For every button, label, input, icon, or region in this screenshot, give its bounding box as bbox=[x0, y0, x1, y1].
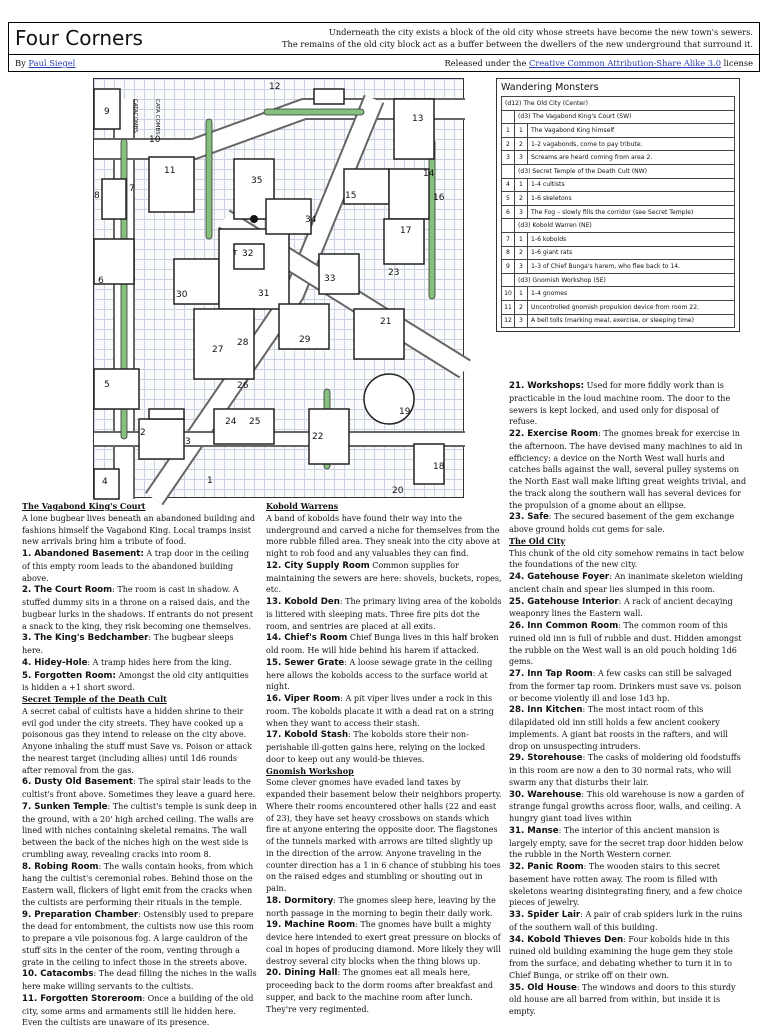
wm-d3-cell: 2 bbox=[515, 246, 528, 260]
wandering-monsters-table bbox=[501, 96, 735, 328]
tag-catacombs-1: CATACOMBS bbox=[132, 99, 138, 133]
entry-text: : The bugbear sleeps here. bbox=[22, 633, 234, 655]
room-entry bbox=[509, 620, 747, 668]
wm-row bbox=[502, 232, 735, 246]
wm-row bbox=[502, 314, 735, 328]
room-label-24: 24 bbox=[225, 417, 237, 427]
room-entry-title: 26. Inn Common Room bbox=[509, 621, 619, 631]
wm-d12-cell: 10 bbox=[502, 287, 515, 301]
entry-text: : The cultist's temple is sunk deep in the ground, with a 20' high arched ceiling. The walls are lined with niches containing skeletal remains. The wall between the back of the niches high on the west side is crumbling away, revealing cracks into room 8. bbox=[22, 801, 257, 859]
entry-text: : The kobolds store their non-perishable ill-gotten gains here, relying on the locked door to keep out any would-be thieves. bbox=[266, 730, 486, 764]
room-entry bbox=[509, 861, 747, 909]
entry-text: : The most intact room of this dilapidated old inn still holds a few ancient cookery implements. A giant bat roosts in the rafters, and will drop on unsuspecting intruders. bbox=[509, 705, 728, 751]
room-label-30: 30 bbox=[176, 290, 188, 300]
entry-text: : Ostensibly used to prepare the dead for entombment, the cultists now use this room to prepare a vile poisonous fog. A large cauldron of the stuff sits in the center of the room, venting through a grate in the ceiling to infect those in the streets above. bbox=[22, 909, 254, 967]
wm-d3-cell: 3 bbox=[515, 260, 528, 274]
section-intro bbox=[509, 548, 747, 572]
room-entry bbox=[22, 548, 257, 584]
wm-subheading-cell: (d3) Gnomish Workshop (SE) bbox=[515, 273, 735, 287]
wm-d12-cell: 11 bbox=[502, 300, 515, 314]
license-line bbox=[445, 58, 753, 68]
room-entry bbox=[509, 668, 747, 704]
wm-d12-cell: 12 bbox=[502, 314, 515, 328]
room-entry bbox=[509, 704, 747, 752]
room-entry-title: 30. Warehouse bbox=[509, 789, 582, 800]
entry-text: : The spiral stair leads to the cultist's front above. Sometimes they leave a guard here. bbox=[22, 777, 256, 799]
entry-text: : The common room of this ruined old inn is full of rubble and dust. Hidden amongst the rubble on the West wall is an old pouch holding 1d6 gems. bbox=[509, 621, 742, 667]
wandering-monsters-panel bbox=[496, 78, 740, 332]
wm-row bbox=[502, 219, 735, 233]
room-entry-title: 13. Kobold Den bbox=[266, 597, 340, 607]
room-label-16: 16 bbox=[433, 193, 445, 203]
room-label-18: 18 bbox=[433, 462, 445, 472]
room-label-25: 25 bbox=[249, 417, 261, 427]
entry-text: Common supplies for maintaining the sewers are here: shovels, buckets, ropes, etc. bbox=[266, 560, 502, 595]
room-entry bbox=[266, 895, 502, 920]
wm-d12-cell: 7 bbox=[502, 232, 515, 246]
room-entry-title: 1. Abandoned Basement: bbox=[22, 549, 144, 559]
room-entry-title: 22. Exercise Room bbox=[509, 429, 599, 439]
room-label-4: 4 bbox=[102, 477, 108, 487]
room-entry bbox=[509, 789, 747, 825]
column-2 bbox=[266, 501, 502, 1019]
intro-line-1: Underneath the city exists a block of the old city whose streets have become the new town's sewers. bbox=[328, 27, 753, 37]
room-entry-title: 5. Forgotten Room: bbox=[22, 670, 116, 681]
entry-text: : The gnomes eat all meals here, proceeding back to the dorm rooms after breakfast and supper, and back to the machine room after lunch. They're very regimented. bbox=[266, 968, 494, 1014]
room-entry-title: 17. Kobold Stash bbox=[266, 730, 349, 741]
room-label-5: 5 bbox=[104, 380, 110, 390]
wm-d3-cell: 3 bbox=[515, 151, 528, 165]
wm-result-cell: Uncontrolled gnomish propulsion device from room 22. bbox=[528, 300, 735, 314]
room-label-26: 26 bbox=[237, 381, 249, 391]
room-entry bbox=[22, 993, 257, 1029]
room-entry-title: 15. Sewer Grate bbox=[266, 657, 345, 668]
room-entry bbox=[509, 909, 747, 934]
room-label-14: 14 bbox=[423, 169, 435, 179]
wm-result-cell: 1-6 skeletons bbox=[528, 192, 735, 206]
license-link[interactable]: Creative Common Attribution-Share Alike 3.0 bbox=[529, 58, 721, 68]
room-entry bbox=[509, 511, 747, 536]
wm-result-cell: Screams are heard coming from area 2. bbox=[528, 151, 735, 165]
dungeon-map bbox=[93, 78, 464, 498]
room-entry-title: 10. Catacombs bbox=[22, 969, 94, 980]
room-label-34: 34 bbox=[305, 215, 317, 225]
byline bbox=[15, 58, 75, 68]
header-divider bbox=[9, 54, 759, 55]
room-label-8: 8 bbox=[94, 191, 100, 201]
wm-result-cell: 1-3 of Chief Bunga's harem, who flee back to 14. bbox=[528, 260, 735, 274]
room-entry-title: 29. Storehouse bbox=[509, 753, 583, 764]
room-label-17: 17 bbox=[400, 226, 412, 236]
room-entry-title: 32. Panic Room bbox=[509, 862, 584, 872]
wm-result-cell: The Fog – slowly fills the corridor (see Secret Temple) bbox=[528, 205, 735, 219]
room-entry bbox=[22, 776, 257, 801]
section-intro bbox=[266, 777, 502, 895]
room-entry bbox=[22, 632, 257, 657]
room-entry-title: 8. Robing Room bbox=[22, 861, 99, 872]
wm-result-cell: The Vagabond King himself bbox=[528, 124, 735, 138]
wm-row bbox=[502, 124, 735, 138]
room-entry-title: 18. Dormitory bbox=[266, 895, 334, 906]
room-label-20: 20 bbox=[392, 486, 404, 496]
room-label-35: 35 bbox=[251, 176, 263, 186]
room-entry-title: 34. Kobold Thieves Den bbox=[509, 934, 624, 945]
wm-result-cell: 1-4 cultists bbox=[528, 178, 735, 192]
wm-result-cell: 1-6 kobolds bbox=[528, 232, 735, 246]
room-entry bbox=[266, 693, 502, 729]
column-1 bbox=[22, 501, 257, 1028]
wm-row bbox=[502, 97, 735, 111]
wm-result-cell: A bell tolls (marking meal, exercise, or sleeping time) bbox=[528, 314, 735, 328]
room-entry-title: 27. Inn Tap Room bbox=[509, 669, 593, 679]
room-label-10: 10 bbox=[149, 135, 161, 145]
entry-text: : The room is cast in shadow. A stuffed dummy sits in a throne on a raised dais, and the bugbear lurks in the shadows. If entrants do not present a snack to the king, they risk becoming one themselves. bbox=[22, 585, 254, 631]
intro-line-2: The remains of the old city block act as a buffer between the dwellers of the new underground that surround it. bbox=[282, 39, 753, 49]
entry-text: A lone bugbear lives beneath an abandoned building and fashions himself the Vagabond King. Local tramps insist new arrivals bring him a tribute of food. bbox=[22, 513, 256, 547]
entry-text: : The wooden stairs to this secret basement have rotten away. The room is filled with skeletons wearing disintegrating finery, and a few choice pieces of jewelry. bbox=[509, 862, 743, 908]
entry-text: : The gnomes have built a mighty device here intended to exert great pressure on blocks of coal in hopes of producing diamond. More likely they will destroy several city blocks when the thing blows up. bbox=[266, 920, 501, 966]
room-entry bbox=[22, 909, 257, 969]
room-entry bbox=[22, 670, 257, 695]
entry-text: This chunk of the old city somehow remains in tact below the foundations of the new city. bbox=[509, 548, 745, 570]
wm-d12-cell: 1 bbox=[502, 124, 515, 138]
room-entry bbox=[509, 982, 747, 1018]
entry-text: Amongst the old city antiquities is hidden a +1 short sword. bbox=[22, 670, 249, 693]
license-prefix: Released under the bbox=[444, 58, 530, 68]
room-label-7: 7 bbox=[129, 184, 135, 194]
wm-d12-cell: 4 bbox=[502, 178, 515, 192]
entry-text: : The walls contain hooks, from which hang the cultist's ceremonial robes. Behind those on the Eastern wall, flickers of light emit from the cracks when the cultists are performing their rituals in the temple. bbox=[22, 861, 254, 907]
entry-text: : The secured basement of the gem exchange above ground holds cut gems for sale. bbox=[509, 512, 735, 534]
wm-result-cell: 1-2 vagabonds, come to pay tribute. bbox=[528, 137, 735, 151]
wm-empty-cell bbox=[502, 164, 515, 178]
room-entry-title: 2. The Court Room bbox=[22, 585, 113, 596]
entry-text: Chief Bunga lives in this half broken old room. He will hide behind his harem if attacked. bbox=[266, 633, 499, 655]
wm-row bbox=[502, 178, 735, 192]
wm-d12-cell: 8 bbox=[502, 246, 515, 260]
room-label-6: 6 bbox=[98, 276, 104, 286]
room-label-1: 1 bbox=[207, 476, 213, 486]
room-label-21: 21 bbox=[380, 317, 392, 327]
entry-text: : The gnomes sleep here, leaving by the north passage in the morning to begin their daily work. bbox=[266, 895, 496, 918]
room-label-13: 13 bbox=[412, 114, 424, 124]
section-heading: Secret Temple of the Death Cult bbox=[22, 694, 167, 704]
section-heading: Kobold Warrens bbox=[266, 501, 339, 511]
room-entry bbox=[266, 729, 502, 765]
room-entry-title: 23. Safe bbox=[509, 512, 549, 523]
wm-d3-cell: 1 bbox=[515, 124, 528, 138]
room-entry-title: 19. Machine Room bbox=[266, 920, 356, 931]
room-label-15: 15 bbox=[345, 191, 357, 201]
entry-text: : The primary living area of the kobolds is littered with sleeping mats. Three fire pits dot the room, and sentries are placed at all exits. bbox=[266, 597, 502, 631]
wm-d12-cell: 2 bbox=[502, 137, 515, 151]
section-heading: Gnomish Workshop bbox=[266, 765, 354, 776]
wm-result-cell: 1-4 gnomes bbox=[528, 287, 735, 301]
room-entry-title: 31. Manse bbox=[509, 825, 559, 836]
wm-d3-cell: 3 bbox=[515, 314, 528, 328]
wandering-monsters-title: Wandering Monsters bbox=[501, 82, 599, 93]
entry-text: : The gnomes break for exercise in the afternoon. The have devised many machines to aid in efficiency: a device on the North West wall hurls and catches balls against the wall, several pulley systems on the North East wall make lifting great weights trivial, and the track along the southern wall has several devices for the propulsion of a gnome about an ellipse. bbox=[509, 429, 747, 510]
entry-text: Some clever gnomes have evaded land taxes by expanded their basement below their neighbors property. Where their rooms encountered other halls (22 and east of 23), they have set heavy crossbows on stands which fire at anyone entering the opposite door. The flagstones of the tunnels marked with arrows are tilted slightly up in the direction of the arrow. Anyone traveling in the counter direction has a 1 in 6 chance of stubbing his toes on the raised edges and stumbling or shouting out in pain. bbox=[266, 778, 502, 893]
room-label-19: 19 bbox=[399, 407, 411, 417]
wm-row bbox=[502, 246, 735, 260]
section-intro bbox=[22, 706, 257, 777]
entry-text: : Once a building of the old city, some arms and armaments still lie hidden here. Even the cultists are unaware of its presence. bbox=[22, 993, 254, 1028]
room-entry bbox=[266, 967, 502, 1015]
entry-text: : A rack of ancient decaying weaponry lines the Eastern wall. bbox=[509, 596, 733, 619]
license-suffix: license bbox=[720, 58, 753, 68]
room-entry bbox=[509, 825, 747, 861]
room-entry-title: 35. Old House bbox=[509, 982, 577, 993]
entry-text: : The windows and doors to this sturdy old house are all barred from within, but inside it is empty. bbox=[509, 982, 736, 1016]
room-label-3: 3 bbox=[185, 437, 191, 447]
room-entry-title: 3. The King's Bedchamber bbox=[22, 633, 149, 644]
wm-empty-cell bbox=[502, 110, 515, 124]
section-heading: The Vagabond King's Court bbox=[22, 501, 146, 511]
room-entry bbox=[266, 596, 502, 632]
wm-row bbox=[502, 300, 735, 314]
room-entry-title: 12. City Supply Room bbox=[266, 560, 370, 571]
wm-d3-cell: 1 bbox=[515, 287, 528, 301]
wm-d12-cell: 5 bbox=[502, 192, 515, 206]
room-label-27: 27 bbox=[212, 345, 224, 355]
wm-d12-cell: 9 bbox=[502, 260, 515, 274]
entry-text: A secret cabal of cultists have a hidden shrine to their evil god under the city streets. They have cooked up a poisonous gas they intend to release on the city above. Anyone inhaling the stuff must Save vs. Poison or attack the nearest target (including allies) until 1d6 rounds after removal from the gas. bbox=[22, 706, 252, 775]
wm-empty-cell bbox=[502, 273, 515, 287]
entry-text: A band of kobolds have found their way into the underground and carved a niche for themselves from the more rubble filled area. They sneak into the city above at night to rob food and any valuables they can find. bbox=[266, 513, 501, 558]
wm-row bbox=[502, 273, 735, 287]
room-entry-title: 28. Inn Kitchen bbox=[509, 705, 583, 716]
room-entry bbox=[509, 380, 747, 428]
wm-empty-cell bbox=[502, 219, 515, 233]
room-entry bbox=[266, 632, 502, 657]
entry-text: : Four kobolds hide in this ruined old building examining the huge gem they stole from the surface, and debating whether to turn it in to Chief Bunga, or strike off on their own. bbox=[509, 934, 733, 980]
entry-text: Used for more fiddly work than is practicable in the loud machine room. The door to the sewers is kept locked, and used only for disposal of refuse. bbox=[509, 381, 731, 427]
entry-text: : A few casks can still be salvaged from the former tap room. Drinkers must save vs. poison or become violently ill and lose 1d3 hp. bbox=[509, 669, 742, 703]
wm-subheading-cell: (d3) Secret Temple of the Death Cult (NW) bbox=[515, 164, 735, 178]
wm-row bbox=[502, 164, 735, 178]
wm-d12-cell: 3 bbox=[502, 151, 515, 165]
wm-d3-cell: 2 bbox=[515, 300, 528, 314]
entry-text: : A tramp hides here from the king. bbox=[87, 657, 232, 667]
wm-row bbox=[502, 287, 735, 301]
room-entry-title: 9. Preparation Chamber bbox=[22, 909, 139, 920]
room-entry-title: 11. Forgotten Storeroom bbox=[22, 993, 143, 1004]
room-entry bbox=[509, 934, 747, 982]
tag-t: T bbox=[233, 249, 238, 257]
wm-row bbox=[502, 110, 735, 124]
author-link[interactable]: Paul Siegel bbox=[28, 58, 76, 68]
room-entry bbox=[509, 428, 747, 511]
section-intro bbox=[266, 513, 502, 560]
wm-row bbox=[502, 151, 735, 165]
entry-text: : An inanimate skeleton wielding ancient chain and spear lies slumped in this room. bbox=[509, 572, 744, 594]
room-entry-title: 4. Hidey-Hole bbox=[22, 657, 88, 668]
room-entry-title: 24. Gatehouse Foyer bbox=[509, 572, 610, 582]
room-entry bbox=[22, 657, 257, 670]
entry-text: : The casks of moldering old foodstuffs in this room are now a den to 30 normal rats, who will swarm any that disturbs their lair. bbox=[509, 753, 741, 787]
wm-d3-cell: 3 bbox=[515, 205, 528, 219]
pit-marker bbox=[250, 215, 258, 223]
wm-d3-cell: 2 bbox=[515, 192, 528, 206]
room-entry bbox=[22, 861, 257, 909]
header-box bbox=[8, 22, 760, 72]
section-heading: The Old City bbox=[509, 535, 566, 546]
wm-heading-cell: (d12) The Old City (Center) bbox=[502, 97, 735, 111]
room-entry-title: 14. Chief's Room bbox=[266, 633, 348, 644]
room-entry bbox=[509, 596, 747, 621]
column-3 bbox=[509, 380, 747, 1019]
room-entry-title: 6. Dusty Old Basement bbox=[22, 777, 134, 788]
wm-row bbox=[502, 137, 735, 151]
wm-subheading-cell: (d3) Kobold Warren (NE) bbox=[515, 219, 735, 233]
wm-row bbox=[502, 205, 735, 219]
room-label-28: 28 bbox=[237, 338, 249, 348]
room-entry bbox=[266, 657, 502, 693]
room-label-33: 33 bbox=[324, 274, 336, 284]
room-label-11: 11 bbox=[164, 166, 176, 176]
wm-d12-cell: 6 bbox=[502, 205, 515, 219]
room-entry bbox=[509, 571, 747, 596]
room-label-32: 32 bbox=[242, 249, 254, 259]
entry-text: A trap door in the ceiling of this empty room leads to the abandoned building above. bbox=[22, 549, 249, 583]
room-entry bbox=[22, 968, 257, 993]
entry-text: : This old warehouse is now a garden of strange fungal growths across floor, walls, and ceiling. A hungry giant toad lives within bbox=[509, 789, 744, 823]
room-entry bbox=[22, 801, 257, 861]
header-intro bbox=[273, 26, 753, 50]
page-title: Four Corners bbox=[15, 26, 143, 50]
room-label-2: 2 bbox=[140, 428, 146, 438]
room-entry bbox=[266, 560, 502, 596]
entry-text: : A pair of crab spiders lurk in the ruins of the southern wall of this building. bbox=[509, 910, 743, 932]
room-label-23: 23 bbox=[388, 268, 400, 278]
room-entry-title: 7. Sunken Temple bbox=[22, 801, 108, 812]
byline-prefix: By bbox=[15, 58, 29, 68]
tag-catacombs-2: CATA COMBS bbox=[154, 99, 160, 135]
room-label-22: 22 bbox=[312, 432, 324, 442]
wm-result-cell: 1-6 giant rats bbox=[528, 246, 735, 260]
entry-text: : The interior of this ancient mansion is largely empty, save for the secret trap door hidden below the rubble in the North Western corner. bbox=[509, 825, 744, 860]
wm-subheading-cell: (d3) The Vagabond King's Court (SW) bbox=[515, 110, 735, 124]
entry-text: : A pit viper lives under a rock in this room. The kobolds placate it with a dead rat on a string when they want to access their stash. bbox=[266, 694, 494, 728]
entry-text: : The dead filling the niches in the walls here make willing servants to the cultists. bbox=[22, 969, 257, 991]
section-intro bbox=[22, 513, 257, 548]
room-entry-title: 16. Viper Room bbox=[266, 694, 341, 704]
room-label-29: 29 bbox=[299, 335, 311, 345]
room-entry-title: 33. Spider Lair bbox=[509, 910, 581, 920]
wm-row bbox=[502, 260, 735, 274]
room-entry-title: 25. Gatehouse Interior bbox=[509, 596, 619, 607]
room-entry-title: 20. Dining Hall bbox=[266, 968, 338, 979]
wm-d3-cell: 1 bbox=[515, 232, 528, 246]
room-entry bbox=[266, 919, 502, 967]
room-entry bbox=[509, 752, 747, 788]
wm-row bbox=[502, 192, 735, 206]
room-label-9: 9 bbox=[104, 107, 110, 117]
room-entry bbox=[22, 584, 257, 632]
room-entry-title: 21. Workshops: bbox=[509, 381, 585, 391]
wm-d3-cell: 2 bbox=[515, 137, 528, 151]
wm-d3-cell: 1 bbox=[515, 178, 528, 192]
entry-text: : A loose sewage grate in the ceiling here allows the kobolds access to the surface world at night. bbox=[266, 657, 493, 692]
room-label-12: 12 bbox=[269, 82, 281, 92]
room-label-31: 31 bbox=[258, 289, 270, 299]
